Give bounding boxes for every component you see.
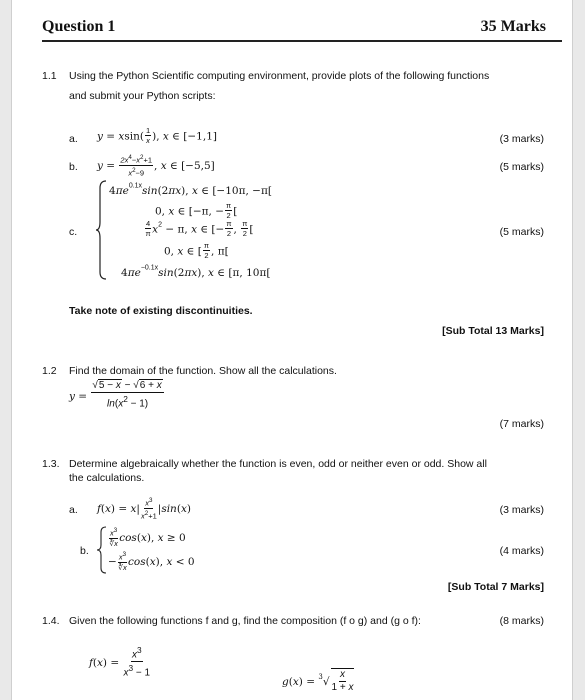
q1-1-text-line2: and submit your Python scripts: — [69, 90, 216, 102]
q1-4-g-formula: g(x) = $^3$√ $\frac{x}{1 + x}$ — [282, 669, 354, 693]
q1-2-formula: y = $\frac{√5 - x - √6 + x}{\ln(x^2 - 1)}$ — [69, 380, 162, 410]
q1-1-a-label: a. — [69, 133, 78, 145]
q1-3-b-case1: $\frac{x^3}{∛x}$ cos(x), x ≥ 0 — [109, 527, 186, 548]
q1-3-a-marks: (3 marks) — [499, 504, 544, 516]
q1-1-c-case2: 0, x ∈ [−π, − $\frac{\pi}{2}$ [ — [155, 201, 238, 220]
q1-1-a-marks: (3 marks) — [499, 133, 544, 145]
q1-3-text-line1: Determine algebraically whether the function is even, odd or neither even or odd. Show all — [69, 458, 487, 470]
q1-1-b-label: b. — [69, 161, 78, 173]
question-title: Question 1 — [42, 18, 116, 35]
q1-1-a-formula: y = xsin( $\frac{1}{x}$ ), x ∈ [−1,1] — [97, 126, 217, 145]
header-rule — [42, 40, 562, 42]
question-marks: 35 Marks — [480, 18, 546, 35]
q1-1-c-label: c. — [69, 226, 78, 238]
q1-1-c-case5: $4\pi e^{-0.1x}\sin(2\pi x)$, x ∈ [π, 10π[ — [121, 264, 271, 279]
q1-1-number: 1.1 — [42, 70, 57, 82]
q1-4-text: Given the following functions f and g, find the composition (f o g) and (g o f): — [69, 615, 421, 627]
q1-3-subtotal: [Sub Total 7 Marks] — [447, 581, 544, 593]
q1-4-number: 1.4. — [42, 615, 60, 627]
exam-page — [11, 0, 573, 700]
q1-3-b-marks: (4 marks) — [499, 545, 544, 557]
q1-3-number: 1.3. — [42, 458, 60, 470]
q1-4-marks: (8 marks) — [499, 615, 544, 627]
q1-2-marks: (7 marks) — [499, 418, 544, 430]
q1-4-f-formula: f(x) = $\frac{x^3}{x^3 - 1}$ — [89, 645, 151, 679]
q1-3-b-label: b. — [80, 545, 89, 557]
q1-1-c-marks: (5 marks) — [499, 226, 544, 238]
q1-3-a-label: a. — [69, 504, 78, 516]
q1-1-b-formula: y = $\frac{2x^4-x^2+1}{x^2-9}$ , x ∈ [−5,5] — [97, 154, 215, 177]
q1-2-text: Find the domain of the function. Show all the calculations. — [69, 365, 337, 377]
q1-1-c-case1: $4\pi e^{0.1x}\sin(2\pi x)$, x ∈ [−10π, −π[ — [109, 182, 272, 197]
q1-3-text-line2: the calculations. — [69, 472, 145, 484]
q1-1-b-marks: (5 marks) — [499, 161, 544, 173]
q1-1-c-brace — [96, 180, 108, 280]
q1-1-c-case3: $\frac{4}{\pi}$ $x^2 - \pi$, x ∈ [− $\frac{\pi}{2}$ , $\frac{\pi}{2}$ [ — [145, 219, 254, 238]
q1-1-c-case4: 0, x ∈ [ $\frac{\pi}{2}$ , π[ — [164, 241, 229, 260]
q1-1-note: Take note of existing discontinuities. — [69, 305, 253, 317]
q1-3-b-brace — [97, 526, 107, 574]
q1-1-text-line1: Using the Python Scientific computing environment, provide plots of the following functions — [69, 70, 490, 82]
q1-1-subtotal: [Sub Total 13 Marks] — [442, 325, 544, 337]
q1-3-b-case2: − $\frac{x^3}{∛x}$ cos(x), x < 0 — [108, 551, 195, 572]
q1-3-a-formula: f(x) = x| $\frac{x^3}{x^2+1}$ |sin(x) — [97, 497, 191, 520]
q1-2-number: 1.2 — [42, 365, 57, 377]
